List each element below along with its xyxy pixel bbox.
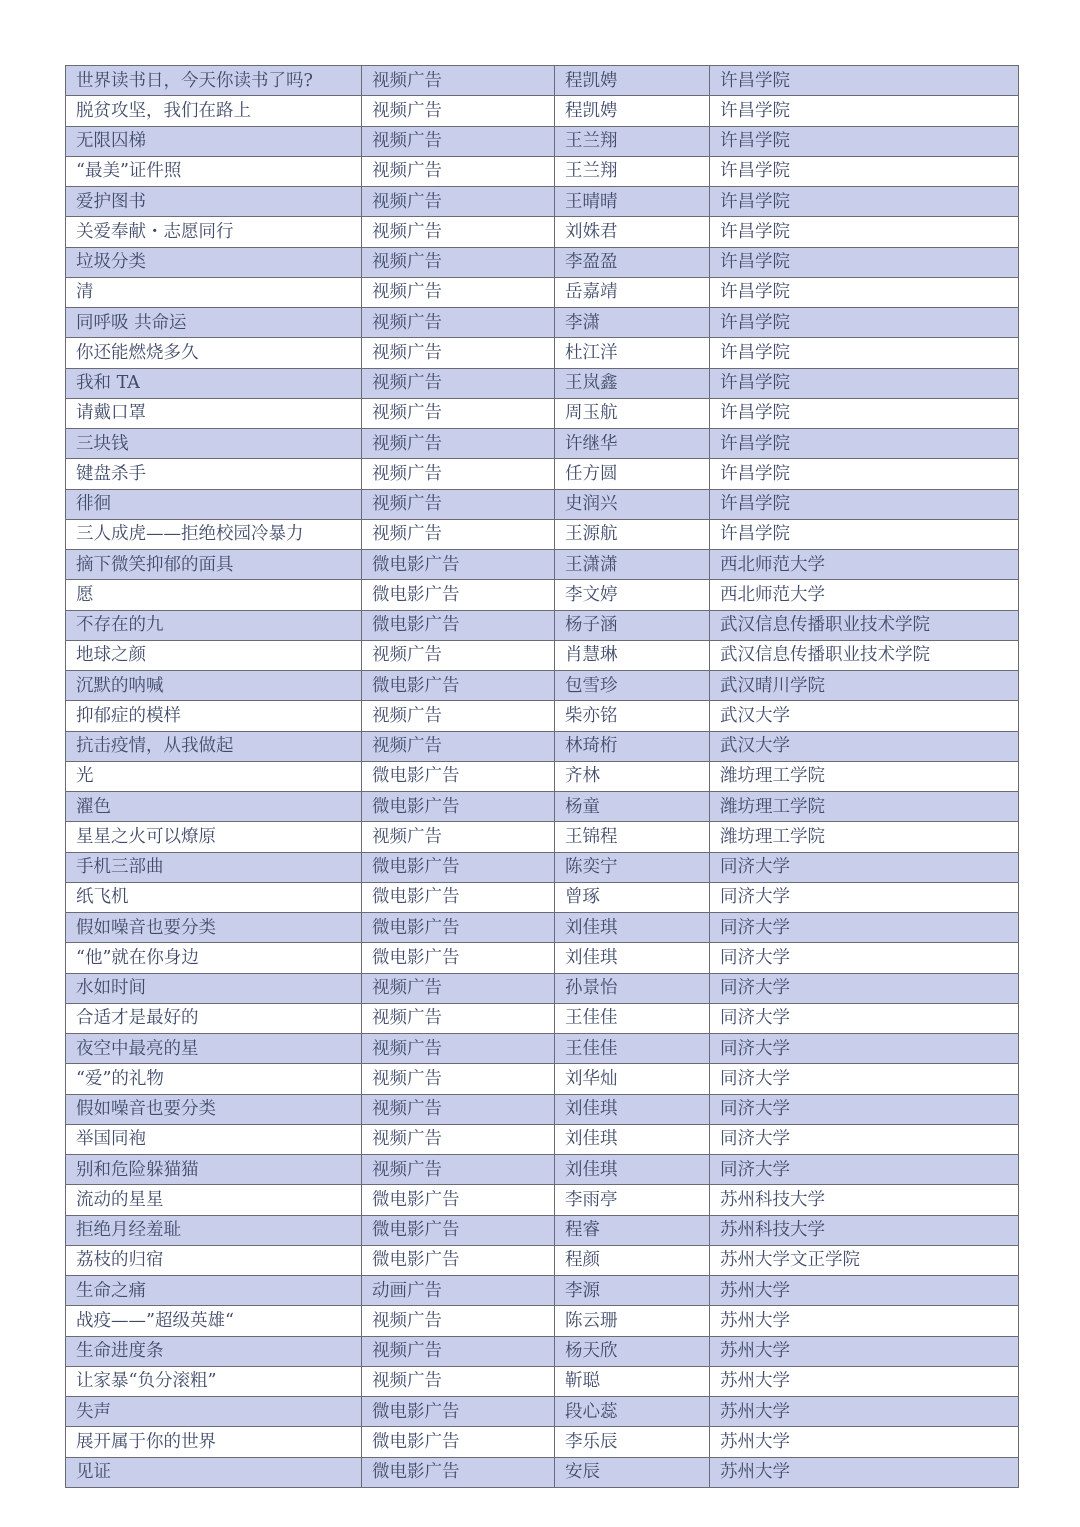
school-cell: 武汉大学 [710, 701, 1019, 731]
work-title-cell: 见证 [66, 1457, 362, 1487]
table-row [66, 1457, 1019, 1487]
author-cell: 王锦程 [555, 822, 710, 852]
table-row [66, 187, 1019, 217]
category-cell: 视频广告 [362, 187, 555, 217]
author-cell: 林琦桁 [555, 731, 710, 761]
category-cell: 视频广告 [362, 701, 555, 731]
category-cell: 视频广告 [362, 519, 555, 549]
category-cell: 微电影广告 [362, 550, 555, 580]
table-row [66, 882, 1019, 912]
work-title-cell: “爱”的礼物 [66, 1064, 362, 1094]
school-cell: 潍坊理工学院 [710, 761, 1019, 791]
school-cell: 同济大学 [710, 852, 1019, 882]
school-cell: 同济大学 [710, 1003, 1019, 1033]
table-row [66, 1245, 1019, 1275]
work-title-cell: “最美”证件照 [66, 156, 362, 186]
school-cell: 苏州大学 [710, 1457, 1019, 1487]
category-cell: 视频广告 [362, 429, 555, 459]
author-cell: 李雨亭 [555, 1185, 710, 1215]
author-cell: 岳嘉靖 [555, 277, 710, 307]
table-row [66, 731, 1019, 761]
category-cell: 微电影广告 [362, 761, 555, 791]
school-cell: 苏州大学 [710, 1397, 1019, 1427]
category-cell: 视频广告 [362, 640, 555, 670]
school-cell: 武汉信息传播职业技术学院 [710, 610, 1019, 640]
school-cell: 潍坊理工学院 [710, 792, 1019, 822]
school-cell: 同济大学 [710, 943, 1019, 973]
table-row [66, 550, 1019, 580]
table-row [66, 1034, 1019, 1064]
author-cell: 包雪珍 [555, 671, 710, 701]
table-row [66, 1185, 1019, 1215]
category-cell: 微电影广告 [362, 943, 555, 973]
category-cell: 视频广告 [362, 1034, 555, 1064]
category-cell: 视频广告 [362, 1155, 555, 1185]
school-cell: 同济大学 [710, 973, 1019, 1003]
table-row [66, 126, 1019, 156]
category-cell: 视频广告 [362, 1124, 555, 1154]
author-cell: 王兰翔 [555, 156, 710, 186]
category-cell: 视频广告 [362, 459, 555, 489]
author-cell: 程凯娉 [555, 96, 710, 126]
table-row [66, 368, 1019, 398]
author-cell: 刘姝君 [555, 217, 710, 247]
work-title-cell: 别和危险躲猫猫 [66, 1155, 362, 1185]
table-row [66, 398, 1019, 428]
work-title-cell: 脱贫攻坚，我们在路上 [66, 96, 362, 126]
category-cell: 微电影广告 [362, 852, 555, 882]
work-title-cell: 生命之痛 [66, 1276, 362, 1306]
table-row [66, 1276, 1019, 1306]
work-title-cell: 我和 TA [66, 368, 362, 398]
author-cell: 段心蕊 [555, 1397, 710, 1427]
school-cell: 同济大学 [710, 1155, 1019, 1185]
school-cell: 同济大学 [710, 1094, 1019, 1124]
table-row [66, 1003, 1019, 1033]
author-cell: 靳聪 [555, 1366, 710, 1396]
school-cell: 许昌学院 [710, 96, 1019, 126]
author-cell: 李源 [555, 1276, 710, 1306]
category-cell: 视频广告 [362, 217, 555, 247]
work-title-cell: 你还能燃烧多久 [66, 338, 362, 368]
category-cell: 视频广告 [362, 1064, 555, 1094]
author-cell: 杨童 [555, 792, 710, 822]
table-row [66, 852, 1019, 882]
work-title-cell: 请戴口罩 [66, 398, 362, 428]
table-row [66, 610, 1019, 640]
category-cell: 视频广告 [362, 247, 555, 277]
work-title-cell: 光 [66, 761, 362, 791]
school-cell: 许昌学院 [710, 429, 1019, 459]
category-cell: 视频广告 [362, 156, 555, 186]
table-row [66, 96, 1019, 126]
work-title-cell: 濯色 [66, 792, 362, 822]
work-title-cell: 纸飞机 [66, 882, 362, 912]
author-cell: 刘佳琪 [555, 1124, 710, 1154]
author-cell: 王佳佳 [555, 1034, 710, 1064]
author-cell: 程凯娉 [555, 66, 710, 96]
school-cell: 许昌学院 [710, 459, 1019, 489]
work-title-cell: 流动的星星 [66, 1185, 362, 1215]
school-cell: 同济大学 [710, 882, 1019, 912]
work-title-cell: 三人成虎——拒绝校园冷暴力 [66, 519, 362, 549]
school-cell: 苏州大学 [710, 1276, 1019, 1306]
author-cell: 杜江洋 [555, 338, 710, 368]
work-title-cell: 展开属于你的世界 [66, 1427, 362, 1457]
school-cell: 西北师范大学 [710, 580, 1019, 610]
table-row [66, 1215, 1019, 1245]
school-cell: 同济大学 [710, 1064, 1019, 1094]
school-cell: 许昌学院 [710, 126, 1019, 156]
author-cell: 肖慧琳 [555, 640, 710, 670]
author-cell: 李盈盈 [555, 247, 710, 277]
table-row [66, 1094, 1019, 1124]
school-cell: 潍坊理工学院 [710, 822, 1019, 852]
school-cell: 许昌学院 [710, 398, 1019, 428]
category-cell: 微电影广告 [362, 671, 555, 701]
work-title-cell: 夜空中最亮的星 [66, 1034, 362, 1064]
table-row [66, 156, 1019, 186]
work-title-cell: 垃圾分类 [66, 247, 362, 277]
table-row [66, 1306, 1019, 1336]
work-title-cell: 同呼吸 共命运 [66, 308, 362, 338]
table-row [66, 761, 1019, 791]
author-cell: 周玉航 [555, 398, 710, 428]
table-row [66, 701, 1019, 731]
school-cell: 许昌学院 [710, 217, 1019, 247]
category-cell: 视频广告 [362, 1306, 555, 1336]
author-cell: 史润兴 [555, 489, 710, 519]
category-cell: 视频广告 [362, 489, 555, 519]
table-row [66, 671, 1019, 701]
work-title-cell: 键盘杀手 [66, 459, 362, 489]
table-row [66, 1124, 1019, 1154]
table-row [66, 1427, 1019, 1457]
author-cell: 许继华 [555, 429, 710, 459]
table-row [66, 913, 1019, 943]
category-cell: 视频广告 [362, 66, 555, 96]
table-row [66, 217, 1019, 247]
work-title-cell: 无限囚梯 [66, 126, 362, 156]
entries-table-body [66, 66, 1019, 1488]
table-row [66, 822, 1019, 852]
work-title-cell: 水如时间 [66, 973, 362, 1003]
school-cell: 许昌学院 [710, 308, 1019, 338]
school-cell: 同济大学 [710, 1034, 1019, 1064]
work-title-cell: 假如噪音也要分类 [66, 1094, 362, 1124]
table-row [66, 1336, 1019, 1366]
work-title-cell: 愿 [66, 580, 362, 610]
school-cell: 苏州大学 [710, 1427, 1019, 1457]
author-cell: 齐林 [555, 761, 710, 791]
school-cell: 许昌学院 [710, 66, 1019, 96]
author-cell: 李潇 [555, 308, 710, 338]
school-cell: 许昌学院 [710, 187, 1019, 217]
school-cell: 许昌学院 [710, 368, 1019, 398]
author-cell: 曾琢 [555, 882, 710, 912]
category-cell: 微电影广告 [362, 1397, 555, 1427]
work-title-cell: 不存在的九 [66, 610, 362, 640]
category-cell: 视频广告 [362, 277, 555, 307]
category-cell: 微电影广告 [362, 610, 555, 640]
category-cell: 视频广告 [362, 398, 555, 428]
author-cell: 程颜 [555, 1245, 710, 1275]
author-cell: 刘华灿 [555, 1064, 710, 1094]
work-title-cell: 清 [66, 277, 362, 307]
work-title-cell: 三块钱 [66, 429, 362, 459]
work-title-cell: 关爱奉献・志愿同行 [66, 217, 362, 247]
category-cell: 视频广告 [362, 96, 555, 126]
school-cell: 同济大学 [710, 1124, 1019, 1154]
author-cell: 杨天欣 [555, 1336, 710, 1366]
work-title-cell: 失声 [66, 1397, 362, 1427]
category-cell: 微电影广告 [362, 1245, 555, 1275]
category-cell: 微电影广告 [362, 1457, 555, 1487]
category-cell: 视频广告 [362, 1366, 555, 1396]
work-title-cell: 拒绝月经羞耻 [66, 1215, 362, 1245]
author-cell: 任方圆 [555, 459, 710, 489]
author-cell: 王岚鑫 [555, 368, 710, 398]
work-title-cell: 荔枝的归宿 [66, 1245, 362, 1275]
table-row [66, 66, 1019, 96]
table-row [66, 1397, 1019, 1427]
school-cell: 武汉信息传播职业技术学院 [710, 640, 1019, 670]
author-cell: 刘佳琪 [555, 943, 710, 973]
category-cell: 视频广告 [362, 338, 555, 368]
table-row [66, 943, 1019, 973]
school-cell: 苏州大学 [710, 1366, 1019, 1396]
category-cell: 动画广告 [362, 1276, 555, 1306]
table-row [66, 489, 1019, 519]
category-cell: 视频广告 [362, 731, 555, 761]
work-title-cell: 星星之火可以燎原 [66, 822, 362, 852]
work-title-cell: 抗击疫情，从我做起 [66, 731, 362, 761]
work-title-cell: 举国同袍 [66, 1124, 362, 1154]
author-cell: 王潇潇 [555, 550, 710, 580]
table-row [66, 459, 1019, 489]
author-cell: 王兰翔 [555, 126, 710, 156]
work-title-cell: 合适才是最好的 [66, 1003, 362, 1033]
category-cell: 微电影广告 [362, 1185, 555, 1215]
category-cell: 视频广告 [362, 126, 555, 156]
table-row [66, 308, 1019, 338]
author-cell: 陈云珊 [555, 1306, 710, 1336]
category-cell: 微电影广告 [362, 913, 555, 943]
table-row [66, 247, 1019, 277]
work-title-cell: 世界读书日，今天你读书了吗? [66, 66, 362, 96]
author-cell: 李文婷 [555, 580, 710, 610]
school-cell: 许昌学院 [710, 247, 1019, 277]
entries-table [65, 65, 1019, 1488]
work-title-cell: 让家暴“负分滚粗” [66, 1366, 362, 1396]
work-title-cell: 战疫——”超级英雄“ [66, 1306, 362, 1336]
author-cell: 孙景怡 [555, 973, 710, 1003]
table-row [66, 640, 1019, 670]
school-cell: 武汉晴川学院 [710, 671, 1019, 701]
school-cell: 苏州科技大学 [710, 1185, 1019, 1215]
school-cell: 许昌学院 [710, 519, 1019, 549]
author-cell: 陈奕宁 [555, 852, 710, 882]
author-cell: 王源航 [555, 519, 710, 549]
work-title-cell: 沉默的呐喊 [66, 671, 362, 701]
category-cell: 视频广告 [362, 1003, 555, 1033]
school-cell: 许昌学院 [710, 338, 1019, 368]
category-cell: 视频广告 [362, 1094, 555, 1124]
table-row [66, 1064, 1019, 1094]
work-title-cell: “他”就在你身边 [66, 943, 362, 973]
category-cell: 视频广告 [362, 973, 555, 1003]
school-cell: 同济大学 [710, 913, 1019, 943]
category-cell: 微电影广告 [362, 882, 555, 912]
table-row [66, 1155, 1019, 1185]
author-cell: 柴亦铭 [555, 701, 710, 731]
category-cell: 微电影广告 [362, 1427, 555, 1457]
table-row [66, 338, 1019, 368]
work-title-cell: 假如噪音也要分类 [66, 913, 362, 943]
table-row [66, 277, 1019, 307]
work-title-cell: 手机三部曲 [66, 852, 362, 882]
category-cell: 视频广告 [362, 308, 555, 338]
author-cell: 李乐辰 [555, 1427, 710, 1457]
author-cell: 刘佳琪 [555, 1094, 710, 1124]
category-cell: 微电影广告 [362, 1215, 555, 1245]
author-cell: 程睿 [555, 1215, 710, 1245]
table-row [66, 1366, 1019, 1396]
category-cell: 视频广告 [362, 1336, 555, 1366]
school-cell: 武汉大学 [710, 731, 1019, 761]
school-cell: 苏州科技大学 [710, 1215, 1019, 1245]
school-cell: 许昌学院 [710, 489, 1019, 519]
school-cell: 苏州大学 [710, 1336, 1019, 1366]
category-cell: 微电影广告 [362, 792, 555, 822]
table-row [66, 519, 1019, 549]
work-title-cell: 生命进度条 [66, 1336, 362, 1366]
school-cell: 西北师范大学 [710, 550, 1019, 580]
work-title-cell: 摘下微笑抑郁的面具 [66, 550, 362, 580]
author-cell: 刘佳琪 [555, 913, 710, 943]
work-title-cell: 徘徊 [66, 489, 362, 519]
author-cell: 安辰 [555, 1457, 710, 1487]
school-cell: 许昌学院 [710, 277, 1019, 307]
work-title-cell: 爱护图书 [66, 187, 362, 217]
category-cell: 视频广告 [362, 822, 555, 852]
school-cell: 许昌学院 [710, 156, 1019, 186]
school-cell: 苏州大学文正学院 [710, 1245, 1019, 1275]
author-cell: 王佳佳 [555, 1003, 710, 1033]
work-title-cell: 地球之颜 [66, 640, 362, 670]
author-cell: 王晴晴 [555, 187, 710, 217]
table-row [66, 580, 1019, 610]
work-title-cell: 抑郁症的模样 [66, 701, 362, 731]
table-row [66, 792, 1019, 822]
table-row [66, 973, 1019, 1003]
category-cell: 微电影广告 [362, 580, 555, 610]
author-cell: 杨子涵 [555, 610, 710, 640]
author-cell: 刘佳琪 [555, 1155, 710, 1185]
school-cell: 苏州大学 [710, 1306, 1019, 1336]
table-row [66, 429, 1019, 459]
category-cell: 视频广告 [362, 368, 555, 398]
